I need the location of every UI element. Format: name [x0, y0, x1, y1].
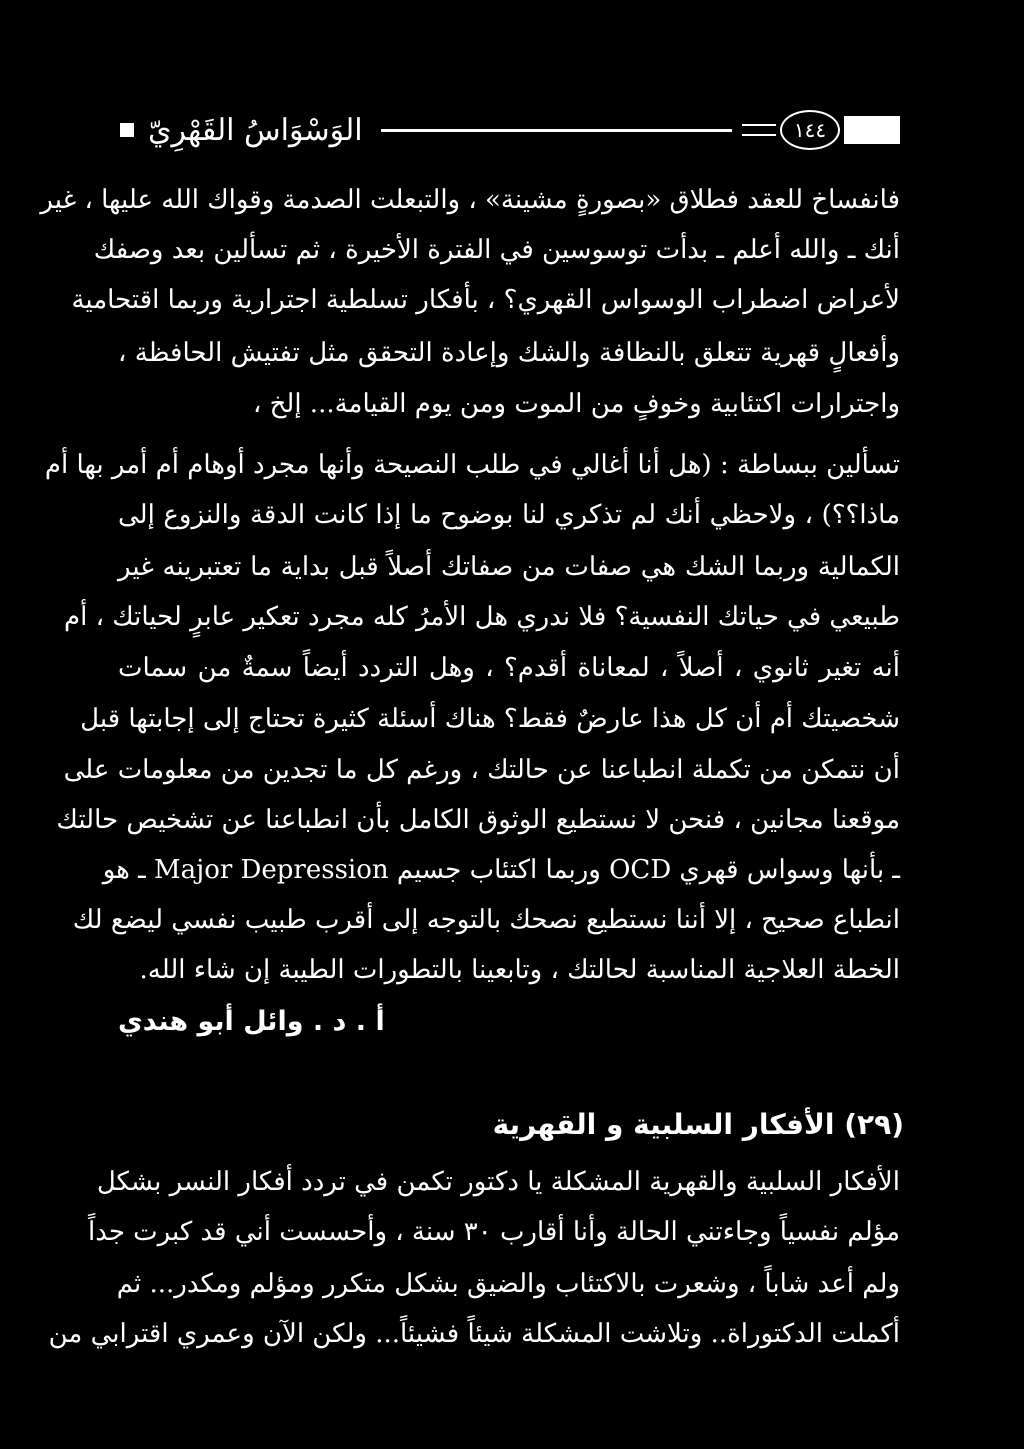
- section-line: مؤلم نفسياً وجاءتني الحالة وأنا أقارب ٣٠ سنة ، وأحسست أني قد كبرت جداً: [87, 1217, 900, 1247]
- running-header: [120, 100, 900, 160]
- body-line: موقعنا مجانين ، فنحن لا نستطيع الوثوق الكامل بأن انطباعنا عن تشخيص حالتك: [56, 805, 900, 835]
- body-line: أنك ـ والله أعلم ـ بدأت توسوسين في الفترة الأخيرة ، ثم تسألين بعد وصفك: [93, 235, 900, 265]
- body-line: واجترارات اكتئابية وخوفٍ من الموت ومن يوم القيامة... إلخ ،: [252, 389, 900, 419]
- body-line: الكمالية وربما الشك هي صفات من صفاتك أصلاً قبل بداية ما تعتبرينه غير: [118, 552, 900, 582]
- header-end-block: [844, 116, 900, 144]
- body-line: فانفساخ للعقد فطلاق «بصورةٍ مشينة» ، والتبعلت الصدمة وقواك الله عليها ، غير: [40, 185, 900, 215]
- section-line: ولم أعد شاباً ، وشعرت بالاكتئاب والضيق بشكل متكرر ومؤلم ومكدر... ثم: [116, 1269, 900, 1299]
- header-rule: [381, 129, 732, 132]
- body-line: وأفعالٍ قهرية تتعلق بالنظافة والشك وإعادة التحقق مثل تفتيش الحافظة ،: [118, 338, 900, 368]
- section-heading: (٢٩) الأفكار السلبية و القهرية: [492, 1108, 904, 1141]
- body-line: تسألين ببساطة : (هل أنا أغالي في طلب النصيحة وأنها مجرد أوهام أم أمر بها أم: [44, 450, 900, 480]
- section-line: أكملت الدكتوراة.. وتلاشت المشكلة شيئاً فشيئاً... ولكن الآن وعمري اقترابي من: [48, 1319, 900, 1349]
- author-signature: أ . د . وائل أبو هندي: [118, 1006, 385, 1037]
- body-line: ـ بأنها وسواس قهري OCD وربما اكتئاب جسيم Major Depression ـ هو: [102, 855, 900, 885]
- section-line: الأفكار السلبية والقهرية المشكلة يا دكتور تكمن في تردد أفكار النسر بشكل: [96, 1167, 900, 1197]
- body-line: طبيعي في حياتك النفسية؟ فلا ندري هل الأمرُ كله مجرد تعكير عابرٍ لحياتك ، أم: [63, 602, 900, 632]
- body-line: شخصيتك أم أن كل هذا عارضٌ فقط؟ هناك أسئلة كثيرة تحتاج إلى إجابتها قبل: [80, 704, 900, 734]
- body-line: انطباع صحيح ، إلا أننا نستطيع نصحك بالتوجه إلى أقرب طبيب نفسي ليضع لك: [72, 905, 900, 935]
- body-line: الخطة العلاجية المناسبة لحالتك ، وتابعينا بالتطورات الطيبة إن شاء الله.: [139, 955, 900, 985]
- header-square-ornament: [120, 123, 134, 137]
- page-number: ١٤٤: [780, 110, 840, 150]
- body-line: ماذا؟؟) ، ولاحظي أنك لم تذكري لنا بوضوح ما إذا كانت الدقة والنزوع إلى: [118, 500, 900, 530]
- body-line: لأعراض اضطراب الوسواس القهري؟ ، بأفكار تسلطية اجترارية وربما اقتحامية: [71, 285, 900, 315]
- body-line: أنه تغير ثانوي ، أصلاً ، لمعاناة أقدم؟ ، وهل التردد أيضاً سمةٌ من سمات: [118, 653, 900, 683]
- book-title: الوَسْوَاسُ القَهْرِيّ: [148, 112, 363, 148]
- body-line: أن نتمكن من تكملة انطباعنا عن حالتك ، ورغم كل ما تجدين من معلومات على: [63, 755, 900, 785]
- header-scroll-ornament: [742, 124, 776, 136]
